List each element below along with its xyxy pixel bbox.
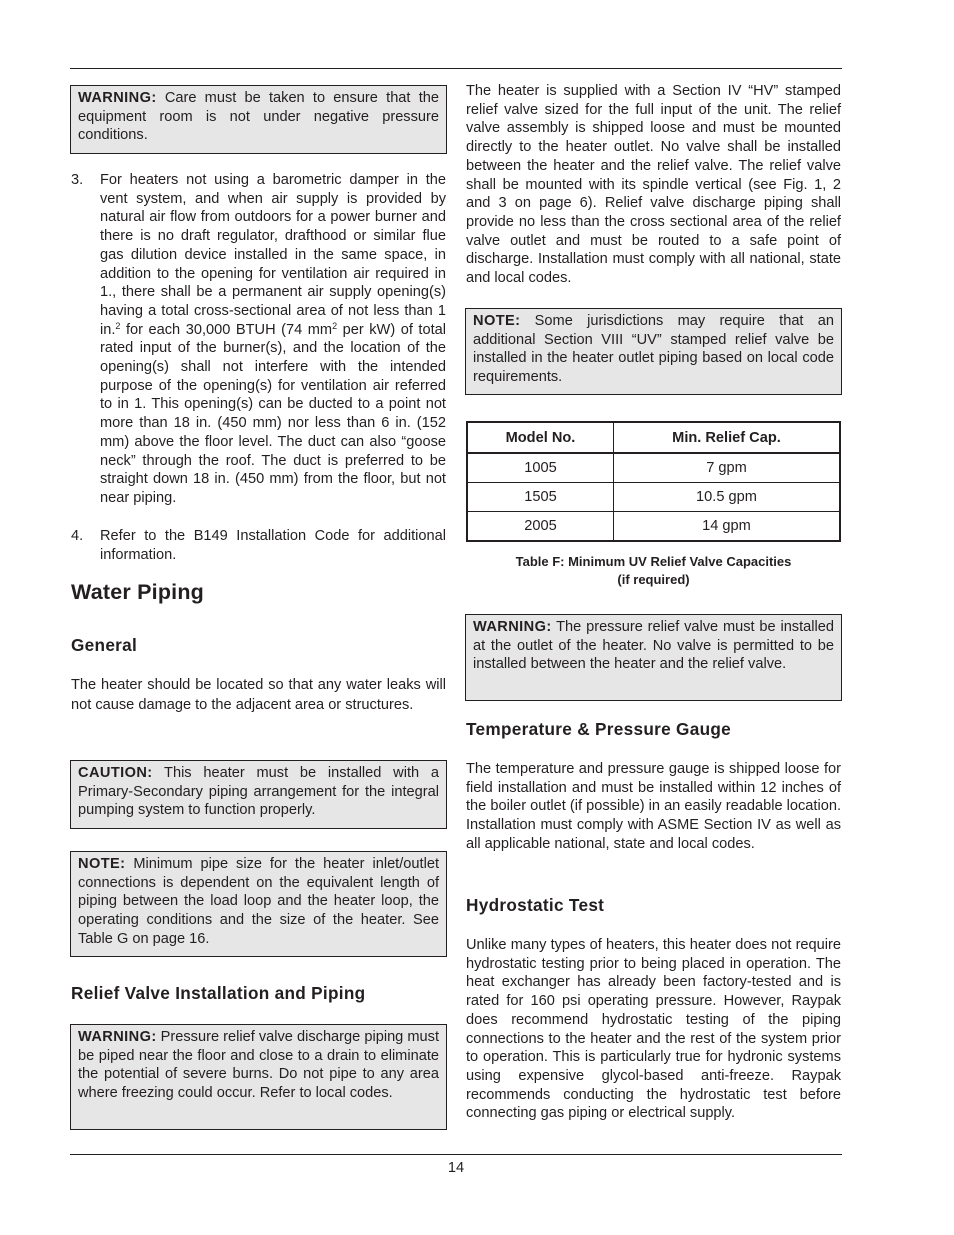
- table-header-capacity: Min. Relief Cap.: [613, 422, 840, 453]
- table-header-row: [467, 422, 840, 453]
- warning-label: WARNING:: [78, 90, 157, 106]
- caution-box: [70, 760, 447, 829]
- relief-valve-heading: Relief Valve Installation and Piping: [71, 983, 366, 1003]
- list-text: For heaters not using a barometric damper in the vent system, and when air supply is provided by natural air flow from outdoors for a power burner and there is no draft regulator, drafthood or similar flue gas dilution device installed in the same space, in addition to the opening for ventilation air required in 1., there shall be a permanent air supply opening(s) having a total cross-sectional area of not less than 1 in.$^2$ for each 30,000 BTUH (74 $mm^2$ per kW) of total rated input of the burner(s), and the location of the opening(s) shall not interfere with the intended purpose of the opening(s) for ventilation air referred to in 1. This opening(s) can be ducted to a point not more than 18 in. (450 mm) nor less than 6 in. (152 mm) above the floor level. The duct can also “goose neck” through the roof. The duct is preferred to be straight down 18 in. (450 mm) from the floor, but not near piping.: [100, 172, 446, 506]
- general-paragraph: The heater should be located so that any water leaks will not cause damage to the adjacent area or structures.: [71, 677, 446, 713]
- table-row: [467, 453, 840, 483]
- table-cell: 1505: [467, 483, 613, 512]
- list-item-4: [71, 527, 446, 564]
- table-cell: 7 gpm: [613, 453, 840, 483]
- note-label: NOTE:: [78, 856, 126, 872]
- warning-text: Pressure relief valve discharge piping must be piped near the floor and close to a drain to eliminate the potential of severe burns. Do not pipe to any area where freezing could occur. Refer to local codes.: [78, 1029, 439, 1102]
- caution-label: CAUTION:: [78, 765, 153, 781]
- table-header-model: Model No.: [467, 422, 613, 453]
- table-cell: 2005: [467, 512, 613, 542]
- note-pipe-size: [70, 851, 447, 957]
- note-text: Some jurisdictions may require that an additional Section VIII “UV” stamped relief valve be installed in the heater outlet piping based on local code requirements.: [473, 313, 834, 386]
- table-cell: 1005: [467, 453, 613, 483]
- hydrostatic-test-paragraph: Unlike many types of heaters, this heater does not require hydrostatic testing prior to being placed in operation. The heat exchanger has already been factory-tested and is rated for 160 psi operating pressure. However, Raypak does recommend hydrostatic testing of the piping connections to the heater and the rest of the system prior to operation. This is particularly true for hydronic systems using expensive glycol-based anti-freeze. Raypak recommends conducting the hydrostatic test before connecting gas piping or electrical supply.: [466, 937, 841, 1122]
- list-text: Refer to the B149 Installation Code for additional information.: [100, 528, 446, 563]
- warning-discharge-piping: [70, 1024, 447, 1130]
- table-cell: 10.5 gpm: [613, 483, 840, 512]
- list-number: 4.: [71, 528, 84, 544]
- relief-valve-intro: The heater is supplied with a Section IV “HV” stamped relief valve sized for the full input of the unit. The relief valve assembly is shipped loose and must be mounted directly to the heater outlet. No valve shall be installed between the heater and the relief valve. The relief valve shall be mounted with its spindle vertical (see Fig. 1, 2 and 3 on page 6). Relief valve discharge piping shall provide no less than the cross sectional area of the relief valve outlet and must be routed to a safe point of discharge. Installation must comply with all national, state and local codes.: [466, 83, 841, 287]
- warning-negative-pressure: [70, 85, 447, 154]
- note-text: Minimum pipe size for the heater inlet/outlet connections is dependent on the equivalent length of piping between the load loop and the heater loop, the operating conditions and the size of the heater. See Table G on page 16.: [78, 856, 439, 947]
- relief-capacity-table: [466, 421, 841, 542]
- page-number: 14: [447, 1160, 465, 1176]
- warning-valve-outlet: [465, 614, 842, 701]
- list-item-3: [71, 171, 446, 508]
- table-cell: 14 gpm: [613, 512, 840, 542]
- note-uv-valve: [465, 308, 842, 395]
- bottom-rule: [70, 1154, 842, 1155]
- table-row: [467, 483, 840, 512]
- water-piping-heading: Water Piping: [71, 580, 204, 604]
- warning-text: Care must be taken to ensure that the equipment room is not under negative pressure conditions.: [78, 90, 439, 144]
- table-row: [467, 512, 840, 542]
- top-rule: [70, 68, 842, 69]
- table-caption: Table F: Minimum UV Relief Valve Capacities (if required): [515, 554, 792, 587]
- caution-text: This heater must be installed with a Primary-Secondary piping arrangement for the integral pumping system to function properly.: [78, 765, 439, 819]
- temperature-pressure-heading: Temperature & Pressure Gauge: [466, 719, 732, 739]
- list-number: 3.: [71, 172, 84, 188]
- note-label: NOTE:: [473, 313, 521, 329]
- warning-label: WARNING:: [473, 619, 552, 635]
- warning-text: The pressure relief valve must be installed at the outlet of the heater. No valve is permitted to be installed between the heater and the relief valve.: [473, 619, 834, 673]
- hydrostatic-test-heading: Hydrostatic Test: [466, 895, 605, 915]
- temperature-pressure-paragraph: The temperature and pressure gauge is shipped loose for field installation and must be installed within 12 inches of the boiler outlet (if possible) in an easily readable location. Installation must comply with ASME Section IV as well as all applicable national, state and local codes.: [466, 761, 841, 852]
- warning-label: WARNING:: [78, 1029, 157, 1045]
- general-heading: General: [71, 635, 138, 655]
